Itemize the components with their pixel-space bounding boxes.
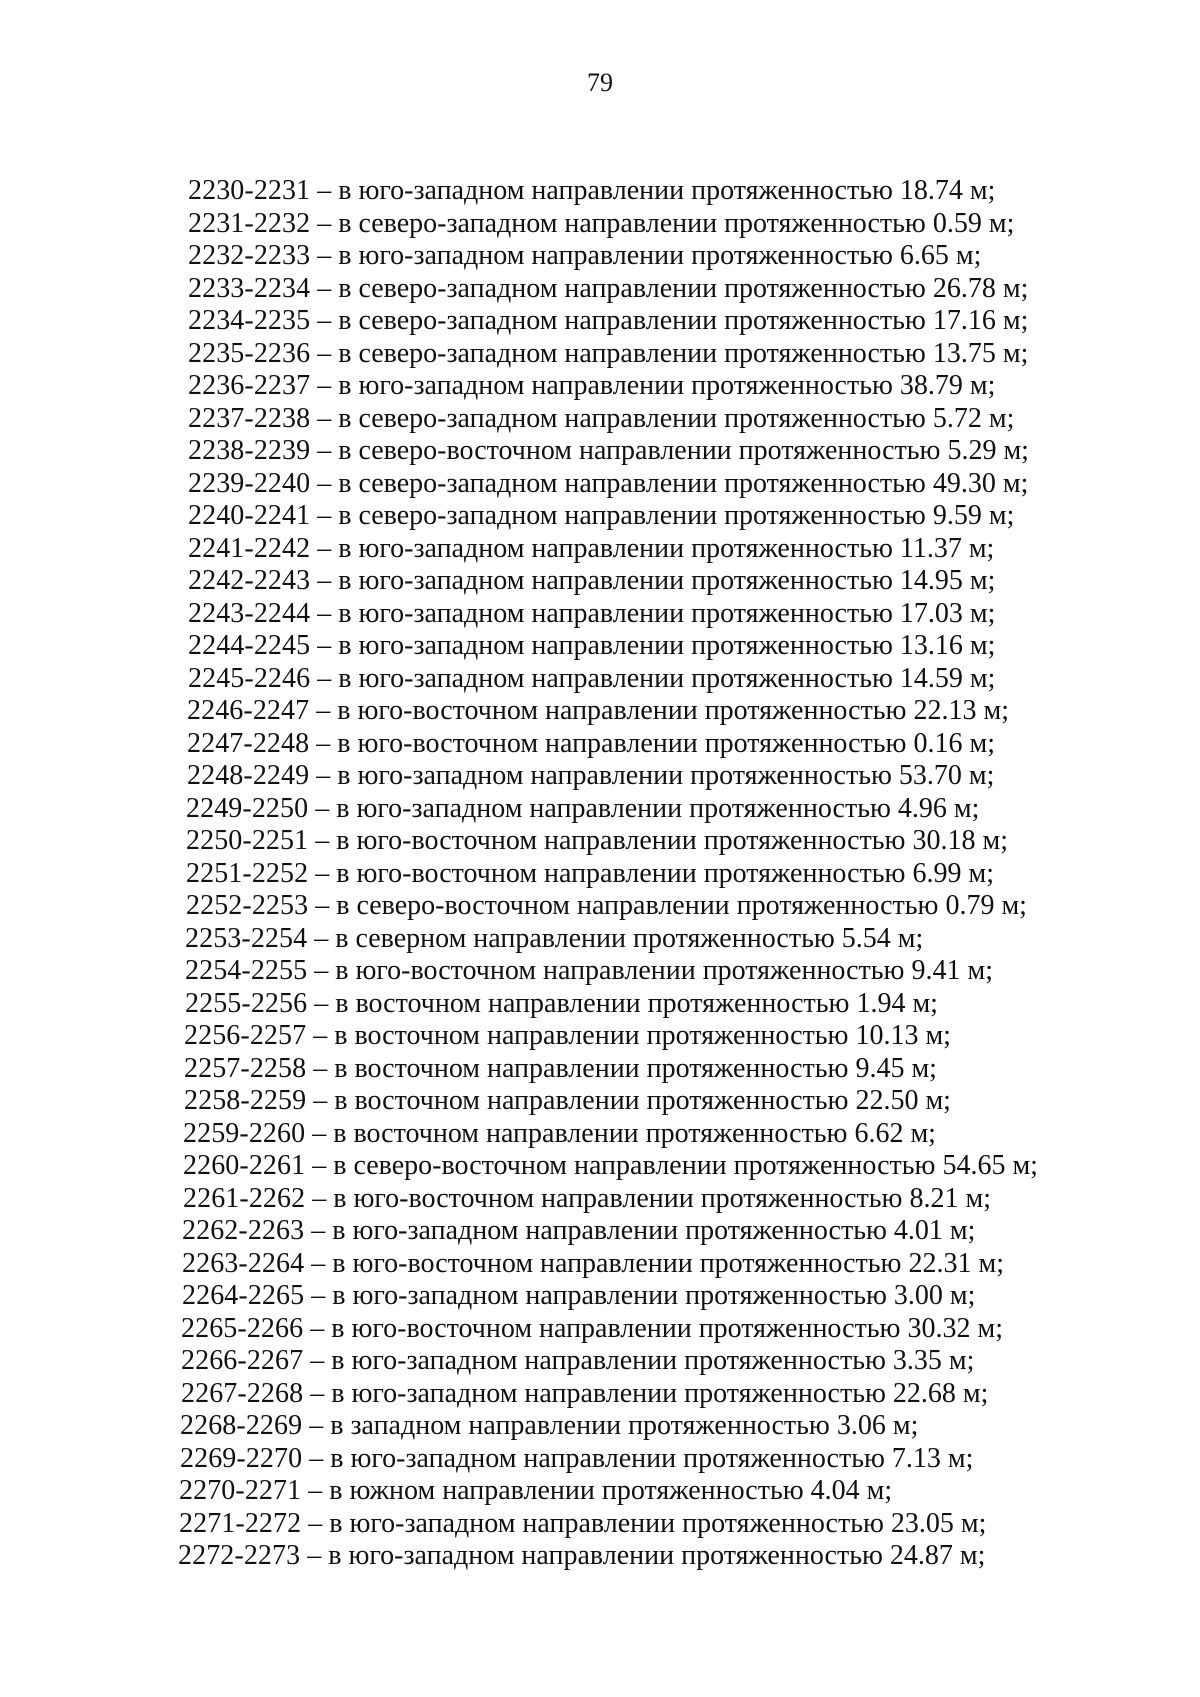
- segment-id: 2264-2265: [182, 1280, 305, 1311]
- boundary-line: [0, 988, 1200, 1021]
- segment-description: – в юго-западном направлении протяженностью 7.13 м;: [309, 1442, 974, 1474]
- segment-id: 2255-2256: [185, 987, 308, 1019]
- boundary-line: [0, 1345, 1200, 1378]
- boundary-line: [0, 240, 1200, 273]
- boundary-line: [0, 858, 1200, 891]
- segment-description: – в юго-западном направлении протяженностью 13.16 м;: [317, 630, 996, 661]
- segment-description: – в юго-западном направлении протяженностью 22.68 м;: [310, 1377, 989, 1409]
- boundary-line: [0, 533, 1200, 566]
- boundary-line: [0, 1248, 1200, 1281]
- segment-description: – в юго-западном направлении протяженностью 6.65 м;: [317, 240, 982, 271]
- boundary-line: [0, 403, 1200, 436]
- boundary-line: [0, 1378, 1200, 1411]
- segment-description: – в юго-западном направлении протяженностью 3.00 м;: [311, 1280, 976, 1311]
- segment-id: 2272-2273: [178, 1540, 301, 1571]
- boundary-segment-list: [0, 175, 1200, 1573]
- segment-id: 2242-2243: [188, 565, 311, 596]
- boundary-line: [0, 630, 1200, 663]
- segment-id: 2245-2246: [188, 662, 311, 694]
- segment-description: – в восточном направлении протяженностью 10.13 м;: [313, 1020, 951, 1051]
- segment-id: 2240-2241: [188, 500, 311, 531]
- boundary-line: [0, 793, 1200, 826]
- segment-description: – в северном направлении протяженностью 5.54 м;: [314, 922, 924, 954]
- segment-description: – в юго-восточном направлении протяженностью 8.21 м;: [312, 1182, 991, 1214]
- boundary-line: [0, 1053, 1200, 1086]
- segment-id: 2244-2245: [188, 630, 311, 661]
- segment-description: – в восточном направлении протяженностью 9.45 м;: [313, 1052, 937, 1084]
- segment-id: 2237-2238: [188, 402, 311, 434]
- segment-id: 2256-2257: [184, 1020, 307, 1051]
- segment-description: – в юго-западном направлении протяженностью 24.87 м;: [307, 1540, 986, 1571]
- segment-id: 2243-2244: [188, 597, 311, 629]
- segment-description: – в восточном направлении протяженностью 6.62 м;: [312, 1117, 936, 1149]
- segment-description: – в юго-западном направлении протяженностью 23.05 м;: [308, 1507, 987, 1539]
- boundary-line: [0, 175, 1200, 208]
- boundary-line: [0, 305, 1200, 338]
- segment-id: 2231-2232: [188, 207, 311, 239]
- boundary-line: [0, 1280, 1200, 1313]
- segment-description: – в северо-восточном направлении протяженностью 0.79 м;: [315, 890, 1027, 921]
- boundary-line: [0, 1118, 1200, 1151]
- segment-description: – в юго-западном направлении протяженностью 4.96 м;: [315, 792, 980, 824]
- segment-description: – в северо-западном направлении протяженностью 5.72 м;: [317, 402, 1015, 434]
- segment-id: 2266-2267: [181, 1345, 304, 1376]
- segment-description: – в юго-восточном направлении протяженностью 30.18 м;: [315, 825, 1008, 856]
- segment-id: 2268-2269: [180, 1410, 303, 1441]
- boundary-line: [0, 1085, 1200, 1118]
- segment-description: – в южном направлении протяженностью 4.04 м;: [308, 1475, 893, 1506]
- boundary-line: [0, 1150, 1200, 1183]
- segment-description: – в юго-западном направлении протяженностью 18.74 м;: [317, 175, 996, 206]
- segment-description: – в юго-западном направлении протяженностью 38.79 м;: [317, 370, 996, 401]
- segment-id: 2258-2259: [184, 1085, 307, 1116]
- boundary-line: [0, 598, 1200, 631]
- segment-description: – в юго-восточном направлении протяженностью 22.13 м;: [316, 695, 1009, 726]
- segment-id: 2252-2253: [186, 890, 309, 921]
- boundary-line: [0, 565, 1200, 598]
- segment-description: – в юго-западном направлении протяженностью 4.01 м;: [311, 1215, 976, 1246]
- boundary-line: [0, 1475, 1200, 1508]
- segment-id: 2254-2255: [185, 955, 308, 986]
- segment-description: – в юго-восточном направлении протяженностью 22.31 м;: [311, 1247, 1004, 1279]
- segment-id: 2253-2254: [185, 922, 308, 954]
- segment-description: – в юго-западном направлении протяженностью 11.37 м;: [317, 532, 995, 564]
- boundary-line: [0, 1410, 1200, 1443]
- segment-description: – в северо-восточном направлении протяженностью 5.29 м;: [317, 435, 1029, 466]
- segment-id: 2262-2263: [182, 1215, 305, 1246]
- boundary-line: [0, 1215, 1200, 1248]
- boundary-line: [0, 208, 1200, 241]
- segment-id: 2263-2264: [182, 1247, 305, 1279]
- segment-id: 2236-2237: [188, 370, 311, 401]
- segment-description: – в западном направлении протяженностью 3.06 м;: [309, 1410, 919, 1441]
- segment-description: – в восточном направлении протяженностью 1.94 м;: [314, 987, 938, 1019]
- segment-id: 2249-2250: [186, 792, 309, 824]
- boundary-line: [0, 370, 1200, 403]
- segment-id: 2235-2236: [188, 337, 311, 369]
- boundary-line: [0, 955, 1200, 988]
- boundary-line: [0, 500, 1200, 533]
- segment-id: 2241-2242: [188, 532, 311, 564]
- segment-id: 2238-2239: [188, 435, 311, 466]
- boundary-line: [0, 728, 1200, 761]
- segment-id: 2232-2233: [188, 240, 311, 271]
- boundary-line: [0, 273, 1200, 306]
- segment-id: 2230-2231: [188, 175, 311, 206]
- segment-id: 2270-2271: [179, 1475, 302, 1506]
- segment-id: 2247-2248: [187, 727, 310, 759]
- boundary-line: [0, 1508, 1200, 1541]
- segment-id: 2265-2266: [181, 1312, 304, 1344]
- segment-id: 2260-2261: [183, 1150, 306, 1181]
- boundary-line: [0, 1183, 1200, 1216]
- segment-description: – в северо-восточном направлении протяженностью 54.65 м;: [312, 1150, 1038, 1181]
- page-number: 79: [587, 68, 613, 97]
- segment-description: – в северо-западном направлении протяженностью 9.59 м;: [317, 500, 1015, 531]
- segment-description: – в юго-западном направлении протяженностью 17.03 м;: [317, 597, 996, 629]
- boundary-line: [0, 890, 1200, 923]
- segment-description: – в юго-западном направлении протяженностью 53.70 м;: [316, 760, 995, 791]
- segment-description: – в юго-восточном направлении протяженностью 0.16 м;: [316, 727, 995, 759]
- segment-description: – в северо-западном направлении протяженностью 49.30 м;: [317, 467, 1029, 499]
- segment-description: – в юго-западном направлении протяженностью 14.59 м;: [317, 662, 996, 694]
- boundary-line: [0, 1443, 1200, 1476]
- segment-description: – в юго-западном направлении протяженностью 14.95 м;: [317, 565, 996, 596]
- segment-description: – в юго-восточном направлении протяженностью 9.41 м;: [314, 955, 993, 986]
- segment-id: 2248-2249: [187, 760, 310, 791]
- segment-description: – в северо-западном направлении протяженностью 26.78 м;: [317, 272, 1029, 304]
- boundary-line: [0, 695, 1200, 728]
- boundary-line: [0, 923, 1200, 956]
- segment-id: 2259-2260: [183, 1117, 306, 1149]
- boundary-line: [0, 338, 1200, 371]
- boundary-line: [0, 1313, 1200, 1346]
- segment-id: 2246-2247: [187, 695, 310, 726]
- boundary-line: [0, 1540, 1200, 1573]
- segment-description: – в северо-западном направлении протяженностью 17.16 м;: [317, 305, 1029, 336]
- segment-description: – в восточном направлении протяженностью 22.50 м;: [313, 1085, 951, 1116]
- boundary-line: [0, 663, 1200, 696]
- segment-id: 2269-2270: [180, 1442, 303, 1474]
- boundary-line: [0, 760, 1200, 793]
- segment-id: 2271-2272: [179, 1507, 302, 1539]
- boundary-line: [0, 468, 1200, 501]
- boundary-line: [0, 1020, 1200, 1053]
- boundary-line: [0, 435, 1200, 468]
- segment-description: – в юго-западном направлении протяженностью 3.35 м;: [310, 1345, 975, 1376]
- boundary-line: [0, 825, 1200, 858]
- segment-description: – в юго-восточном направлении протяженностью 30.32 м;: [310, 1312, 1003, 1344]
- segment-id: 2250-2251: [186, 825, 309, 856]
- segment-description: – в северо-западном направлении протяженностью 13.75 м;: [317, 337, 1029, 369]
- segment-id: 2234-2235: [188, 305, 311, 336]
- segment-description: – в северо-западном направлении протяженностью 0.59 м;: [317, 207, 1015, 239]
- segment-id: 2261-2262: [183, 1182, 306, 1214]
- segment-id: 2233-2234: [188, 272, 311, 304]
- segment-id: 2239-2240: [188, 467, 311, 499]
- segment-id: 2251-2252: [186, 857, 309, 889]
- segment-id: 2257-2258: [184, 1052, 307, 1084]
- segment-id: 2267-2268: [181, 1377, 304, 1409]
- segment-description: – в юго-восточном направлении протяженностью 6.99 м;: [315, 857, 994, 889]
